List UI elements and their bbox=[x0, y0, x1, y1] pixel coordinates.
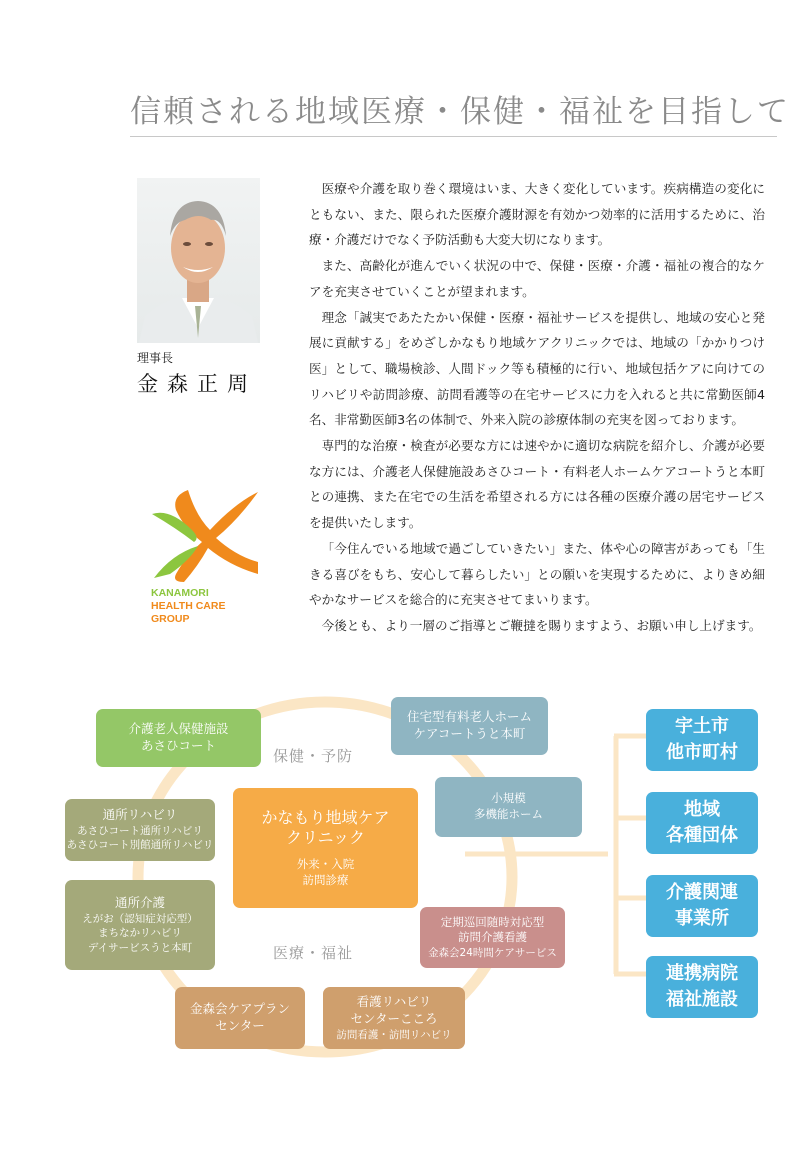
logo-line-1: KANAMORI bbox=[151, 587, 209, 599]
facility-nursing-rehab: 看護リハビリ センターこころ 訪問看護・訪問リハビリ bbox=[323, 987, 465, 1049]
care-network-diagram bbox=[60, 690, 790, 1060]
message-paragraph: 理念「誠実であたたかい保健・医療・福祉サービスを提供し、地域の安心と発展に貢献する」をめざしかなもり地域ケアクリニックでは、地域の「かかりつけ医」として、職場検診、人間ドック等も積極的に行い、地域包括ケアに向けてのリハビリや訪問診療、訪問看護等の在宅サービスに力を入れると共に常勤医師4名、非常勤医師3名の体制で、外来入院の診療体制の充実を図っております。 bbox=[309, 309, 765, 428]
facility-day-rehab: 通所リハビリ あさひコート通所リハビリ あさひコート別館通所リハビリ bbox=[65, 799, 215, 861]
message-paragraph: 医療や介護を取り巻く環境はいま、大きく変化しています。疾病構造の変化にともない、また、限られた医療介護財源を有効かつ効率的に活用するために、治療・介護だけでなく予防活動も大変大切になります。 bbox=[309, 181, 766, 248]
message-paragraph: 「今住んでいる地域で過ごしていきたい」また、体や心の障害があっても「生きる喜びをもち、安心して暮らしたい」との願いを実現するために、よりきめ細やかなサービスを総合的に充実させてまいります。 bbox=[309, 540, 765, 608]
logo-line-2: HEALTH CARE bbox=[151, 600, 226, 612]
facility-small-multifunction: 小規模 多機能ホーム bbox=[435, 777, 582, 837]
facility-careplan-center: 金森会ケアプラン センター bbox=[175, 987, 305, 1049]
partner-hospitals-welfare: 連携病院 福祉施設 bbox=[646, 956, 758, 1018]
partner-care-providers: 介護関連 事業所 bbox=[646, 875, 758, 937]
partner-uto-city: 宇土市 他市町村 bbox=[646, 709, 758, 771]
category-medical-welfare: 医療・福祉 bbox=[273, 944, 354, 962]
facility-day-care: 通所介護 えがお（認知症対応型） まちなかリハビリ デイサービスうと本町 bbox=[65, 880, 215, 970]
message-paragraph: また、高齢化が進んでいく状況の中で、保健・医療・介護・福祉の複合的なケアを充実させていくことが望まれます。 bbox=[309, 258, 765, 299]
profile-role: 理事長 bbox=[137, 351, 174, 365]
profile-name: 金森正周 bbox=[137, 372, 257, 396]
page-title: 信頼される地域医療・保健・福祉を目指して bbox=[130, 94, 790, 130]
chairman-message bbox=[309, 176, 765, 639]
facility-asahi-court: 介護老人保健施設 あさひコート bbox=[96, 709, 261, 767]
title-divider bbox=[130, 136, 777, 137]
facility-24h-care: 定期巡回随時対応型 訪問介護看護 金森会24時間ケアサービス bbox=[420, 907, 565, 968]
logo-line-3: GROUP bbox=[151, 613, 190, 625]
category-health-prevention: 保健・予防 bbox=[273, 747, 354, 765]
message-paragraph: 今後とも、より一層のご指導とご鞭撻を賜りますよう、お願い申し上げます。 bbox=[321, 617, 762, 633]
facility-care-court-uto: 住宅型有料老人ホーム ケアコートうと本町 bbox=[391, 697, 548, 755]
center-clinic: かなもり地域ケア クリニック 外来・入院 訪問診療 bbox=[233, 788, 418, 908]
message-paragraph: 専門的な治療・検査が必要な方には速やかに適切な病院を紹介し、介護が必要な方には、介護老人保健施設あさひコート・有料老人ホームケアコートうと本町との連携、また在宅での生活を希望される方には各種の医療介護の居宅サービスを提供いたします。 bbox=[309, 438, 766, 531]
chairman-portrait bbox=[137, 178, 260, 343]
kanamori-logo bbox=[150, 486, 260, 626]
partner-community-groups: 地域 各種団体 bbox=[646, 792, 758, 854]
portrait-illustration bbox=[137, 178, 260, 343]
kanamori-logo-mark bbox=[150, 486, 260, 626]
